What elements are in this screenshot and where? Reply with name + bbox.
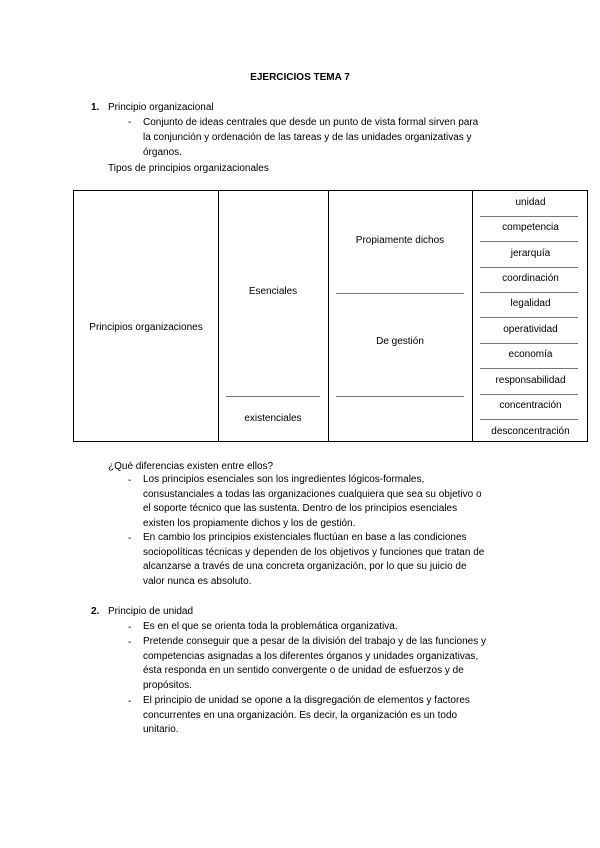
propiamente-dichos-label: Propiamente dichos bbox=[355, 235, 445, 246]
text-line: órganos. bbox=[143, 147, 182, 158]
principle-item: legalidad bbox=[510, 298, 551, 309]
principle-item: concentración bbox=[499, 400, 562, 411]
answer-paragraph bbox=[143, 531, 543, 589]
de-gestion-label: De gestión bbox=[376, 336, 424, 347]
principle-item: desconcentración bbox=[491, 426, 570, 437]
text-line: existen los propiamente dichos y los de gestión. bbox=[143, 517, 356, 529]
question-text: ¿Qué diferencias existen entre ellos? bbox=[108, 461, 274, 472]
cell-separator bbox=[480, 394, 578, 395]
text-line: Conjunto de ideas centrales que desde un punto de vista formal sirven para bbox=[143, 117, 479, 128]
cell-separator bbox=[336, 396, 464, 397]
unity-paragraph bbox=[143, 635, 543, 693]
bullet-dash: - bbox=[128, 696, 132, 707]
cell-separator bbox=[226, 396, 320, 397]
text-line: valor nunca es absoluto. bbox=[143, 575, 252, 587]
text-line: El principio de unidad se opone a la disgregación de elementos y factores bbox=[143, 695, 470, 706]
table-divider bbox=[328, 191, 329, 441]
document-title: EJERCICIOS TEMA 7 bbox=[250, 72, 350, 83]
answer-paragraph bbox=[143, 473, 543, 531]
cell-separator bbox=[480, 292, 578, 293]
bullet-dash: - bbox=[128, 533, 132, 544]
text-line: competencias asignadas a los diferentes órganos y unidades organizativas, bbox=[143, 650, 479, 662]
section-1-number: 1. bbox=[91, 102, 100, 113]
principle-item: unidad bbox=[515, 197, 546, 208]
principle-item: jerarquía bbox=[510, 248, 551, 259]
principles-table bbox=[73, 190, 588, 442]
text-line: consustanciales a todas las organizaciones cualquiera que sea su objetivo o bbox=[143, 488, 482, 500]
bullet-dash: - bbox=[128, 117, 132, 128]
section-1-heading: Principio organizacional bbox=[108, 102, 214, 113]
cell-separator bbox=[480, 216, 578, 217]
text-line: propósitos. bbox=[143, 679, 192, 691]
cell-separator bbox=[336, 293, 464, 294]
principle-item: coordinación bbox=[502, 273, 559, 284]
text-line: Es en el que se orienta toda la problemática organizativa. bbox=[143, 621, 398, 632]
existenciales-label: existenciales bbox=[244, 413, 302, 424]
text-line: En cambio los principios existenciales fluctúan en base a las condiciones bbox=[143, 532, 467, 543]
unity-paragraph bbox=[143, 620, 543, 635]
types-label: Tipos de principios organizacionales bbox=[108, 163, 269, 174]
cell-separator bbox=[480, 241, 578, 242]
text-line: ésta responda en un sentido convergente o de unidad de esfuerzos y de bbox=[143, 665, 464, 676]
cell-separator bbox=[480, 419, 578, 420]
table-divider bbox=[218, 191, 219, 441]
bullet-dash: - bbox=[128, 622, 132, 633]
bullet-dash: - bbox=[128, 637, 132, 648]
esenciales-label: Esenciales bbox=[248, 286, 298, 297]
text-line: Pretende conseguir que a pesar de la división del trabajo y de las funciones y bbox=[143, 636, 486, 647]
text-line: sociopolíticas técnicas y dependen de los objetivos y funciones que tratan de bbox=[143, 546, 485, 558]
text-line: el soporte técnico que las sustenta. Dentro de los principios esenciales bbox=[143, 503, 458, 514]
cell-separator bbox=[480, 317, 578, 318]
cell-separator bbox=[480, 343, 578, 344]
text-line: la conjunción y ordenación de las tareas y de las unidades organizativas y bbox=[143, 132, 472, 143]
principle-item: competencia bbox=[502, 222, 559, 233]
text-line: alcanzarse a través de una concreta organización, por lo que su juicio de bbox=[143, 561, 467, 572]
text-line: unitario. bbox=[143, 724, 179, 735]
section-2-number: 2. bbox=[91, 606, 100, 617]
principle-item: operatividad bbox=[503, 324, 558, 335]
section-1-definition bbox=[143, 115, 533, 160]
section-2-heading: Principio de unidad bbox=[108, 606, 194, 617]
cell-separator bbox=[480, 368, 578, 369]
cell-separator bbox=[480, 267, 578, 268]
text-line: concurrentes en una organización. Es decir, la organización es un todo bbox=[143, 709, 458, 721]
text-line: Los principios esenciales son los ingredientes lógicos-formales, bbox=[143, 474, 425, 485]
principle-item: economía bbox=[508, 349, 553, 360]
unity-paragraph bbox=[143, 694, 543, 738]
bullet-dash: - bbox=[128, 475, 132, 486]
principle-item: responsabilidad bbox=[495, 375, 566, 386]
principles-list bbox=[473, 191, 588, 441]
table-root-label: Principios organizaciones bbox=[89, 322, 203, 333]
